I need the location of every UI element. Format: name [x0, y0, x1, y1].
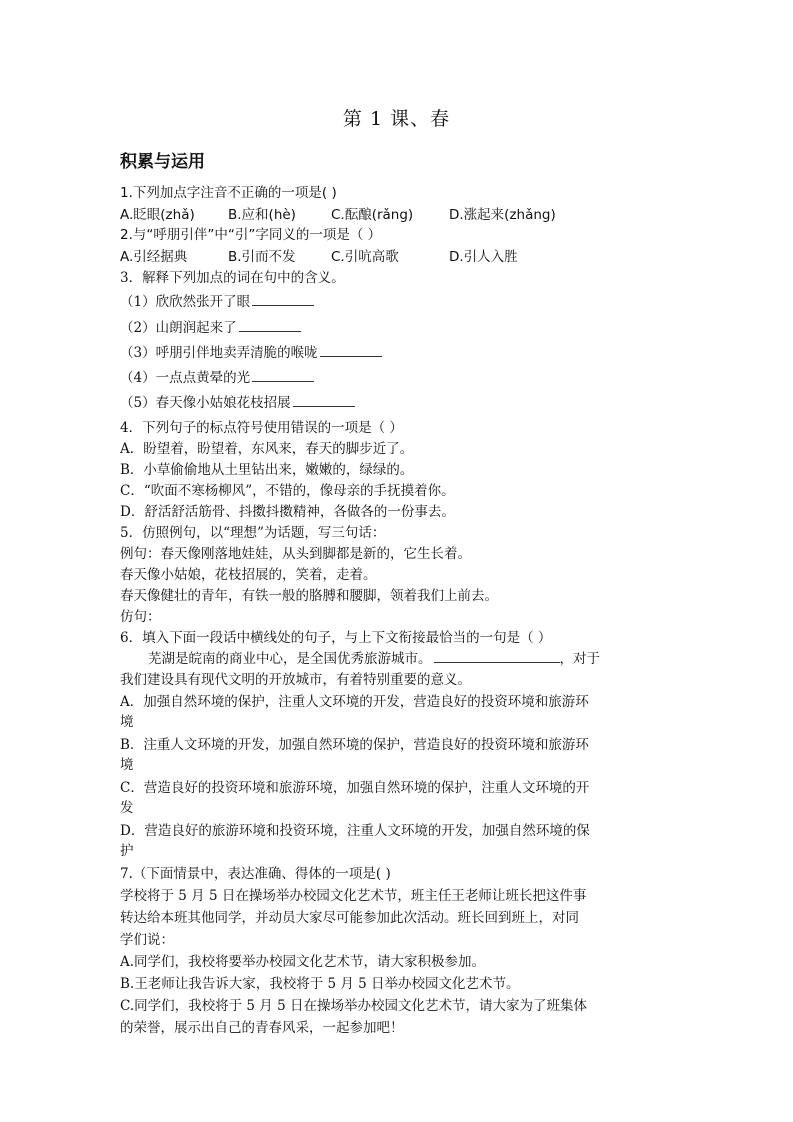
q3-item: [120, 316, 680, 336]
q6-passage-text: 芜湖是皖南的商业中心，是全国优秀旅游城市。: [148, 651, 432, 667]
answer-blank[interactable]: [252, 293, 314, 306]
q5-example-line: 春天像健壮的青年，有铁一般的胳膊和腰脚，领着我们上前去。: [120, 588, 498, 604]
q6-passage: [148, 647, 708, 667]
q5-example: 例句：春天像刚落地娃娃，从头到脚都是新的，它生长着。: [120, 546, 471, 562]
q6-stem: 6．填入下面一段话中横线处的句子，与上下文衔接最恰当的一句是（ ）: [120, 630, 552, 646]
answer-blank[interactable]: [320, 344, 382, 357]
q2-option-a: A.引经据典: [120, 249, 188, 265]
answer-blank[interactable]: [293, 394, 355, 407]
q6-option-a: A．加强自然环境的保护，注重人文环境的开发，营造良好的投资环境和旅游环: [120, 694, 589, 710]
q4-option-c: C．“吹面不寒杨柳风”，不错的，像母亲的手抚摸着你。: [120, 483, 455, 499]
q6-option-b: B．注重人文环境的开发，加强自然环境的保护，营造良好的投资环境和旅游环: [120, 737, 589, 753]
page-title: 第 1 课、春: [342, 108, 451, 130]
q4-stem: 4．下列句子的标点符号使用错误的一项是（ ）: [120, 420, 403, 436]
q6-blank[interactable]: [434, 650, 560, 663]
answer-blank[interactable]: [239, 319, 301, 332]
section-heading: 积累与运用: [120, 152, 205, 172]
q6-option-d-cont: 护: [120, 843, 134, 859]
q6-option-d: D．营造良好的旅游环境和投资环境，注重人文环境的开发，加强自然环境的保: [120, 823, 590, 839]
q7-stem: 7.（下面情景中，表达准确、得体的一项是( ): [120, 866, 391, 882]
q3-item-text: （4）一点点黄晕的光: [120, 370, 251, 386]
q1-option-a: A.眨眼(zhǎ): [120, 207, 195, 223]
q1-options: [120, 203, 680, 223]
q5-answer-label: 仿句：: [120, 609, 161, 625]
q6-passage-text: ，对于: [559, 651, 600, 667]
q7-option-c-cont: 的荣誉，展示出自己的青春风采，一起参加吧！: [120, 1020, 404, 1036]
q7-context-line: 学们说：: [120, 932, 174, 948]
q1-option-c: C.酝酿(rǎng): [331, 207, 414, 223]
q3-stem: 3．解释下列加点的词在句中的含义。: [120, 270, 345, 286]
q6-option-a-cont: 境: [120, 714, 134, 730]
q1-option-b: B.应和(hè): [228, 207, 296, 223]
q4-option-d: D．舒活舒活筋骨、抖擞抖擞精神，各做各的一份事去。: [120, 504, 455, 520]
q7-context-line: 学校将于 5 月 5 日在操场举办校园文化艺术节，班主任王老师让班长把这件事: [120, 888, 587, 904]
q3-item: [120, 341, 680, 361]
q3-item-text: （1）欣欣然张开了眼: [120, 294, 251, 310]
q1-option-d: D.涨起来(zhǎng): [449, 207, 556, 223]
q1-stem: 1.下列加点字注音不正确的一项是( ): [120, 185, 337, 201]
q2-option-d: D.引人入胜: [449, 249, 518, 265]
q2-option-b: B.引而不发: [228, 249, 296, 265]
q4-option-b: B．小草偷偷地从土里钻出来，嫩嫩的，绿绿的。: [120, 462, 414, 478]
q2-stem: 2.与“呼朋引伴”中“引”字同义的一项是（ ）: [120, 227, 382, 243]
q7-context-line: 转达给本班其他同学，并动员大家尽可能参加此次活动。班长回到班上，对同: [120, 910, 579, 926]
q3-item: [120, 366, 680, 386]
q2-option-c: C.引吭高歌: [331, 249, 399, 265]
q7-option-b: B.王老师让我告诉大家，我校将于 5 月 5 日举办校园文化艺术节。: [120, 976, 520, 992]
q3-item-text: （3）呼朋引伴地卖弄清脆的喉咙: [120, 345, 318, 361]
q4-option-a: A．盼望着，盼望着，东风来，春天的脚步近了。: [120, 441, 414, 457]
q7-option-a: A.同学们，我校将要举办校园文化艺术节，请大家积极参加。: [120, 954, 486, 970]
q5-example-line: 春天像小姑娘，花枝招展的，笑着，走着。: [120, 567, 377, 583]
q3-item: [120, 391, 680, 411]
q3-item: [120, 290, 680, 310]
q6-option-c-cont: 发: [120, 800, 134, 816]
q6-passage-line: 我们建设具有现代文明的开放城市，有着特别重要的意义。: [120, 672, 471, 688]
q6-option-c: C．营造良好的投资环境和旅游环境，加强自然环境的保护，注重人文环境的开: [120, 780, 590, 796]
q2-options: [120, 245, 680, 265]
q7-option-c: C.同学们，我校将于 5 月 5 日在操场举办校园文化艺术节，请大家为了班集体: [120, 998, 587, 1014]
q5-stem: 5．仿照例句，以“理想”为话题，写三句话：: [120, 525, 386, 541]
q3-item-text: （5）春天像小姑娘花枝招展: [120, 395, 291, 411]
q3-item-text: （2）山朗润起来了: [120, 320, 237, 336]
answer-blank[interactable]: [252, 369, 314, 382]
q6-option-b-cont: 境: [120, 757, 134, 773]
